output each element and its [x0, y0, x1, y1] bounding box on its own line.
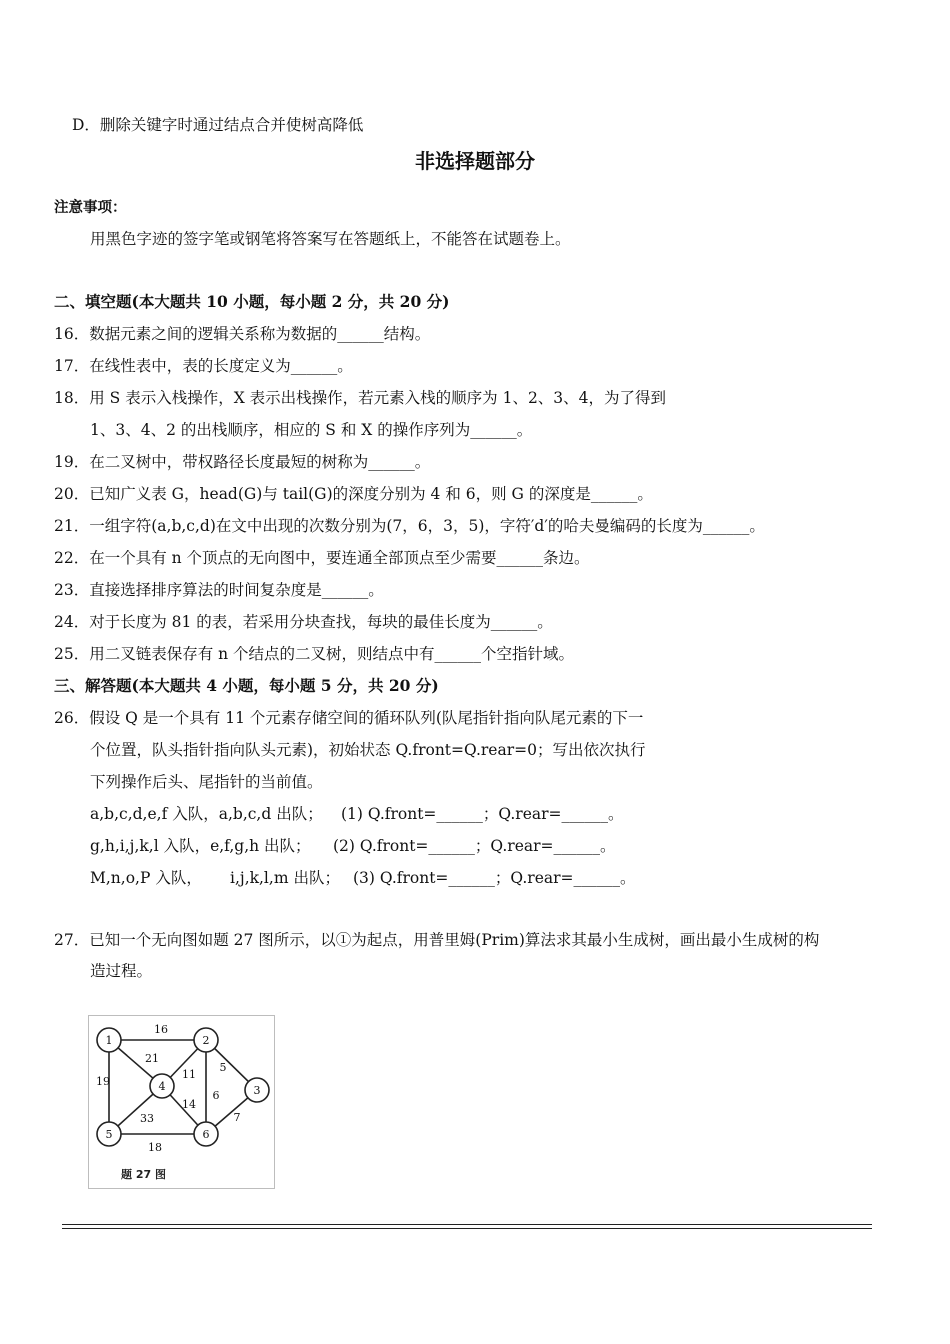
- part2-heading: 二、填空题(本大题共 10 小题，每小题 2 分，共 20 分): [54, 292, 450, 311]
- edge-weight-3-6: 7: [233, 1111, 241, 1124]
- edge-weight-1-2: 16: [154, 1023, 168, 1036]
- question-21: 21．一组字符(a,b,c,d)在文中出现的次数分别为(7，6，3，5)，字符′d′的哈夫曼编码的长度为______。: [54, 517, 765, 535]
- graph-node-label-1: 1: [105, 1034, 113, 1047]
- question-27-line1: 27．已知一个无向图如题 27 图所示，以①为起点，用普里姆(Prim)算法求其最小生成树，画出最小生成树的构: [54, 931, 820, 949]
- graph-node-label-6: 6: [202, 1128, 210, 1141]
- figure-caption: 题 27 图: [121, 1168, 166, 1181]
- question-25: 25．用二叉链表保存有 n 个结点的二叉树，则结点中有______个空指针域。: [54, 645, 575, 663]
- question-26-op3-text: M,n,o,P 入队，: [90, 869, 202, 887]
- question-26-op1-text: a,b,c,d,e,f 入队，a,b,c,d 出队；: [90, 805, 323, 823]
- graph-node-label-2: 2: [202, 1034, 210, 1047]
- edge-weight-4-6: 14: [182, 1098, 196, 1111]
- bottom-rule-bottom: [62, 1228, 872, 1229]
- edge-weight-4-5: 33: [140, 1112, 154, 1125]
- edge-weight-5-6: 18: [148, 1141, 162, 1154]
- question-26-op3-answer: (3) Q.front=______；Q.rear=______。: [353, 869, 636, 887]
- question-19: 19．在二叉树中，带权路径长度最短的树称为______。: [54, 453, 431, 471]
- edge-weight-1-4: 21: [145, 1052, 159, 1065]
- part3-heading: 三、解答题(本大题共 4 小题，每小题 5 分，共 20 分): [54, 676, 439, 695]
- section-title: 非选择题部分: [415, 149, 535, 173]
- edge-weight-2-6: 6: [212, 1089, 220, 1102]
- graph-node-label-4: 4: [158, 1080, 166, 1093]
- edge-weight-2-3: 5: [219, 1061, 227, 1074]
- question-18-line1: 18．用 S 表示入栈操作，X 表示出栈操作，若元素入栈的顺序为 1、2、3、4，为了得到: [54, 389, 667, 407]
- question-22: 22．在一个具有 n 个顶点的无向图中，要连通全部顶点至少需要______条边。: [54, 549, 590, 567]
- graph-svg: [89, 1016, 274, 1188]
- question-18-line2: 1、3、4、2 的出栈顺序，相应的 S 和 X 的操作序列为______。: [90, 421, 533, 439]
- bottom-rule-top: [62, 1224, 872, 1225]
- question-23: 23．直接选择排序算法的时间复杂度是______。: [54, 581, 384, 599]
- graph-figure-27: [88, 1015, 275, 1189]
- question-26-line1: 26．假设 Q 是一个具有 11 个元素存储空间的循环队列(队尾指针指向队尾元素的下一: [54, 709, 644, 727]
- notice-text: 用黑色字迹的签字笔或钢笔将答案写在答题纸上，不能答在试题卷上。: [90, 230, 571, 248]
- question-24: 24．对于长度为 81 的表，若采用分块查找，每块的最佳长度为______。: [54, 613, 553, 631]
- previous-option-d: D．删除关键字时通过结点合并使树高降低: [72, 116, 364, 134]
- question-26-op2-answer: (2) Q.front=______；Q.rear=______。: [333, 837, 616, 855]
- graph-node-label-3: 3: [253, 1084, 261, 1097]
- question-26-op2-text: g,h,i,j,k,l 入队，e,f,g,h 出队；: [90, 837, 311, 855]
- question-26-op1-answer: (1) Q.front=______；Q.rear=______。: [341, 805, 624, 823]
- question-16: 16．数据元素之间的逻辑关系称为数据的______结构。: [54, 325, 431, 343]
- question-20: 20．已知广义表 G，head(G)与 tail(G)的深度分别为 4 和 6，则 G 的深度是______。: [54, 485, 653, 503]
- question-26-line2: 个位置，队头指针指向队头元素)，初始状态 Q.front=Q.rear=0；写出依次执行: [90, 741, 646, 759]
- question-27-line2: 造过程。: [90, 962, 153, 980]
- question-26-line3: 下列操作后头、尾指针的当前值。: [90, 773, 323, 791]
- question-17: 17．在线性表中，表的长度定义为______。: [54, 357, 353, 375]
- edge-weight-1-5: 19: [96, 1075, 110, 1088]
- graph-node-label-5: 5: [105, 1128, 113, 1141]
- notice-heading: 注意事项：: [54, 200, 127, 216]
- question-26-op3-dequeue: i,j,k,l,m 出队；: [230, 869, 340, 887]
- edge-weight-2-4: 11: [182, 1068, 196, 1081]
